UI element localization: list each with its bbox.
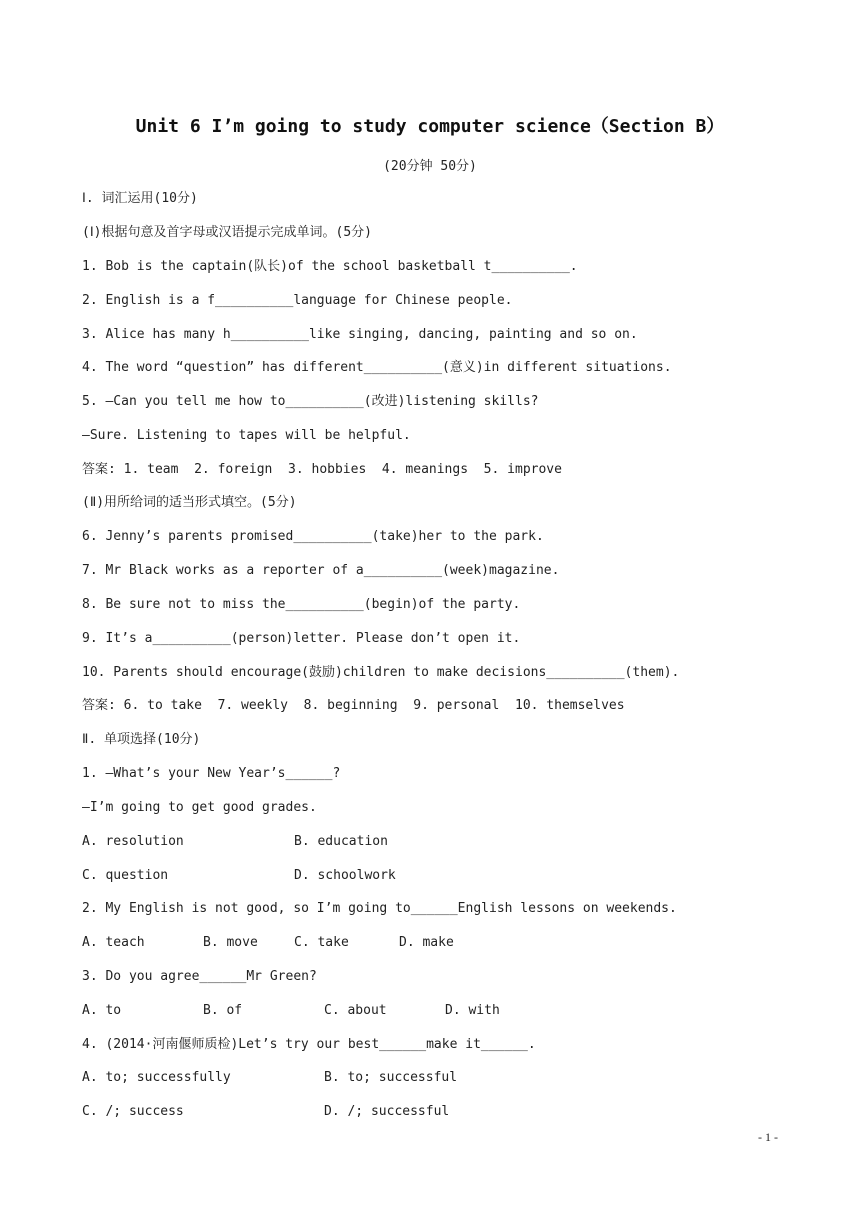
question-item: 6. Jenny’s parents promised__________(take)her to the park. <box>82 529 544 544</box>
section-heading-vocabulary: Ⅰ. 词汇运用(10分) <box>82 191 198 206</box>
question-reply: —Sure. Listening to tapes will be helpful. <box>82 428 411 443</box>
option-b: B. to; successful <box>324 1070 458 1085</box>
question-item: 3. Alice has many h__________like singing, dancing, painting and so on. <box>82 327 638 342</box>
question-item: 7. Mr Black works as a reporter of a__________(week)magazine. <box>82 563 560 578</box>
question-item: 8. Be sure not to miss the__________(begin)of the party. <box>82 597 521 612</box>
question-item: 10. Parents should encourage(鼓励)children to make decisions__________(them). <box>82 665 680 680</box>
option-d: D. make <box>399 935 454 950</box>
question-item: 1. Bob is the captain(队长)of the school basketball t__________. <box>82 259 578 274</box>
option-b: B. education <box>294 834 388 849</box>
option-c: C. about <box>324 1003 387 1018</box>
part-heading-fill-letters: (Ⅰ)根据句意及首字母或汉语提示完成单词。(5分) <box>82 225 372 240</box>
question-item: 3. Do you agree______Mr Green? <box>82 969 317 984</box>
question-item: 5. —Can you tell me how to__________(改进)listening skills? <box>82 394 539 409</box>
question-item: 9. It’s a__________(person)letter. Please don’t open it. <box>82 631 521 646</box>
question-reply: —I’m going to get good grades. <box>82 800 317 815</box>
page-number: - 1 - <box>758 1130 778 1144</box>
option-b: B. of <box>203 1003 243 1018</box>
option-a: A. to; successfully <box>82 1070 231 1085</box>
document-title: Unit 6 I’m going to study computer science（Section B） <box>135 116 725 137</box>
answer-key: 答案: 1. team 2. foreign 3. hobbies 4. meanings 5. improve <box>82 462 562 477</box>
option-a: A. resolution <box>82 834 184 849</box>
option-c: C. /; success <box>82 1104 184 1119</box>
question-item: 1. —What’s your New Year’s______? <box>82 766 341 781</box>
option-d: D. /; successful <box>324 1104 450 1119</box>
option-c: C. question <box>82 868 169 883</box>
option-d: D. schoolwork <box>294 868 396 883</box>
option-a: A. to <box>82 1003 122 1018</box>
option-b: B. move <box>203 935 258 950</box>
part-heading-word-forms: (Ⅱ)用所给词的适当形式填空。(5分) <box>82 495 297 510</box>
question-item: 2. English is a f__________language for Chinese people. <box>82 293 513 308</box>
section-heading-multiple-choice: Ⅱ. 单项选择(10分) <box>82 732 201 747</box>
question-item: 2. My English is not good, so I’m going to______English lessons on weekends. <box>82 901 677 916</box>
option-d: D. with <box>445 1003 500 1018</box>
question-item: 4. The word “question” has different__________(意义)in different situations. <box>82 360 672 375</box>
option-a: A. teach <box>82 935 145 950</box>
answer-key: 答案: 6. to take 7. weekly 8. beginning 9. personal 10. themselves <box>82 698 625 713</box>
option-c: C. take <box>294 935 349 950</box>
question-item: 4. (2014·河南偃师质检)Let’s try our best______make it______. <box>82 1037 536 1052</box>
document-subtitle: (20分钟 50分) <box>383 159 477 174</box>
